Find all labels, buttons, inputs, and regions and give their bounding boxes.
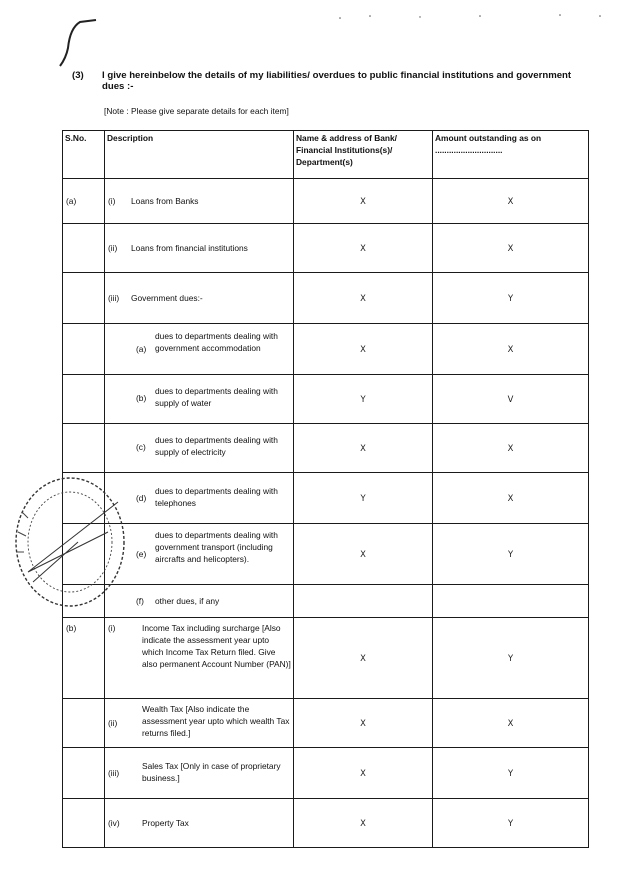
table-row [63, 324, 589, 375]
row-description [105, 324, 294, 375]
checkmark-col4: V [433, 375, 589, 424]
row-sno [63, 748, 105, 799]
row-sno: (b) [63, 618, 105, 699]
row-roman: (i) [108, 196, 116, 206]
checkmark-col3: X [294, 273, 433, 324]
row-text: dues to departments dealing with government accommodation [155, 331, 278, 353]
checkmark-col4: Y [433, 799, 589, 848]
table-header-row [63, 131, 589, 179]
table-row [63, 375, 589, 424]
row-description [105, 424, 294, 473]
checkmark-col4: X [433, 324, 589, 375]
header-amount: Amount outstanding as on ............................. [433, 131, 589, 179]
row-text: Sales Tax [Only in case of proprietary business.] [142, 761, 281, 783]
table-row [63, 273, 589, 324]
row-text: dues to departments dealing with government transport (including aircrafts and helicopters). [155, 530, 278, 564]
row-sub: (b) [136, 393, 147, 403]
checkmark-col4: X [433, 473, 589, 524]
row-description [105, 375, 294, 424]
pen-stroke-mark [58, 18, 98, 68]
checkmark-col4 [433, 585, 589, 618]
checkmark-col3: X [294, 179, 433, 224]
row-sub: (f) [136, 596, 144, 606]
row-description [105, 179, 294, 224]
table-row [63, 618, 589, 699]
checkmark-col3: X [294, 618, 433, 699]
checkmark-col4: Y [433, 748, 589, 799]
header-description: Description [105, 131, 294, 179]
row-sno [63, 224, 105, 273]
checkmark-col4: Y [433, 618, 589, 699]
checkmark-col4: Y [433, 524, 589, 585]
row-roman: (i) [108, 623, 116, 633]
row-text: dues to departments dealing with supply of electricity [155, 435, 278, 457]
row-sno [63, 324, 105, 375]
row-text: Loans from Banks [131, 196, 199, 206]
rubber-stamp-seal [8, 472, 138, 622]
row-text: dues to departments dealing with telephones [155, 486, 278, 508]
checkmark-col3: X [294, 524, 433, 585]
section-note: [Note : Please give separate details for each item] [104, 106, 289, 116]
row-text: Loans from financial institutions [131, 243, 248, 253]
table-row [63, 224, 589, 273]
scan-noise [330, 10, 630, 24]
table-row [63, 524, 589, 585]
row-sno [63, 799, 105, 848]
row-description [105, 748, 294, 799]
checkmark-col3: X [294, 699, 433, 748]
checkmark-col3 [294, 585, 433, 618]
row-text: other dues, if any [155, 596, 220, 606]
row-sno [63, 699, 105, 748]
header-name-address: Name & address of Bank/ Financial Institutions(s)/ Department(s) [294, 131, 433, 179]
row-description [105, 273, 294, 324]
table-row [63, 699, 589, 748]
row-text: Government dues:- [131, 293, 203, 303]
row-roman: (iii) [108, 293, 120, 303]
checkmark-col4: Y [433, 273, 589, 324]
row-description [105, 618, 294, 699]
table-row [63, 424, 589, 473]
section-heading-text: I give hereinbelow the details of my liabilities/ overdues to public financial institutions and government dues :- [102, 70, 572, 92]
checkmark-col3: Y [294, 473, 433, 524]
row-text: Income Tax including surcharge [Also indicate the assessment year upto which Income Tax Return filed. Give also permanent Account Number (PAN)] [142, 623, 291, 669]
row-description [105, 224, 294, 273]
header-sno: S.No. [63, 131, 105, 179]
row-text: Property Tax [142, 818, 189, 828]
table-row [63, 799, 589, 848]
row-roman: (ii) [108, 243, 118, 253]
section-number: (3) [72, 70, 84, 81]
row-sno [63, 273, 105, 324]
row-sno: (a) [63, 179, 105, 224]
row-roman: (iii) [108, 768, 120, 778]
checkmark-col4: X [433, 224, 589, 273]
row-sno [63, 424, 105, 473]
row-description [105, 799, 294, 848]
table-row [63, 473, 589, 524]
checkmark-col4: X [433, 424, 589, 473]
table-row [63, 748, 589, 799]
checkmark-col3: Y [294, 375, 433, 424]
checkmark-col3: X [294, 748, 433, 799]
checkmark-col4: X [433, 699, 589, 748]
row-sub: (a) [136, 344, 147, 354]
row-sub: (e) [136, 549, 147, 559]
checkmark-col3: X [294, 799, 433, 848]
checkmark-col3: X [294, 324, 433, 375]
checkmark-col4: X [433, 179, 589, 224]
table-row [63, 585, 589, 618]
liabilities-table [62, 130, 589, 848]
row-roman: (ii) [108, 718, 118, 728]
row-description [105, 699, 294, 748]
checkmark-col3: X [294, 424, 433, 473]
row-text: Wealth Tax [Also indicate the assessment year upto which wealth Tax returns filed.] [142, 704, 290, 738]
checkmark-col3: X [294, 224, 433, 273]
row-sub: (d) [136, 493, 147, 503]
row-text: dues to departments dealing with supply of water [155, 386, 278, 408]
row-sno [63, 375, 105, 424]
row-sub: (c) [136, 442, 146, 452]
table-row [63, 179, 589, 224]
row-roman: (iv) [108, 818, 120, 828]
